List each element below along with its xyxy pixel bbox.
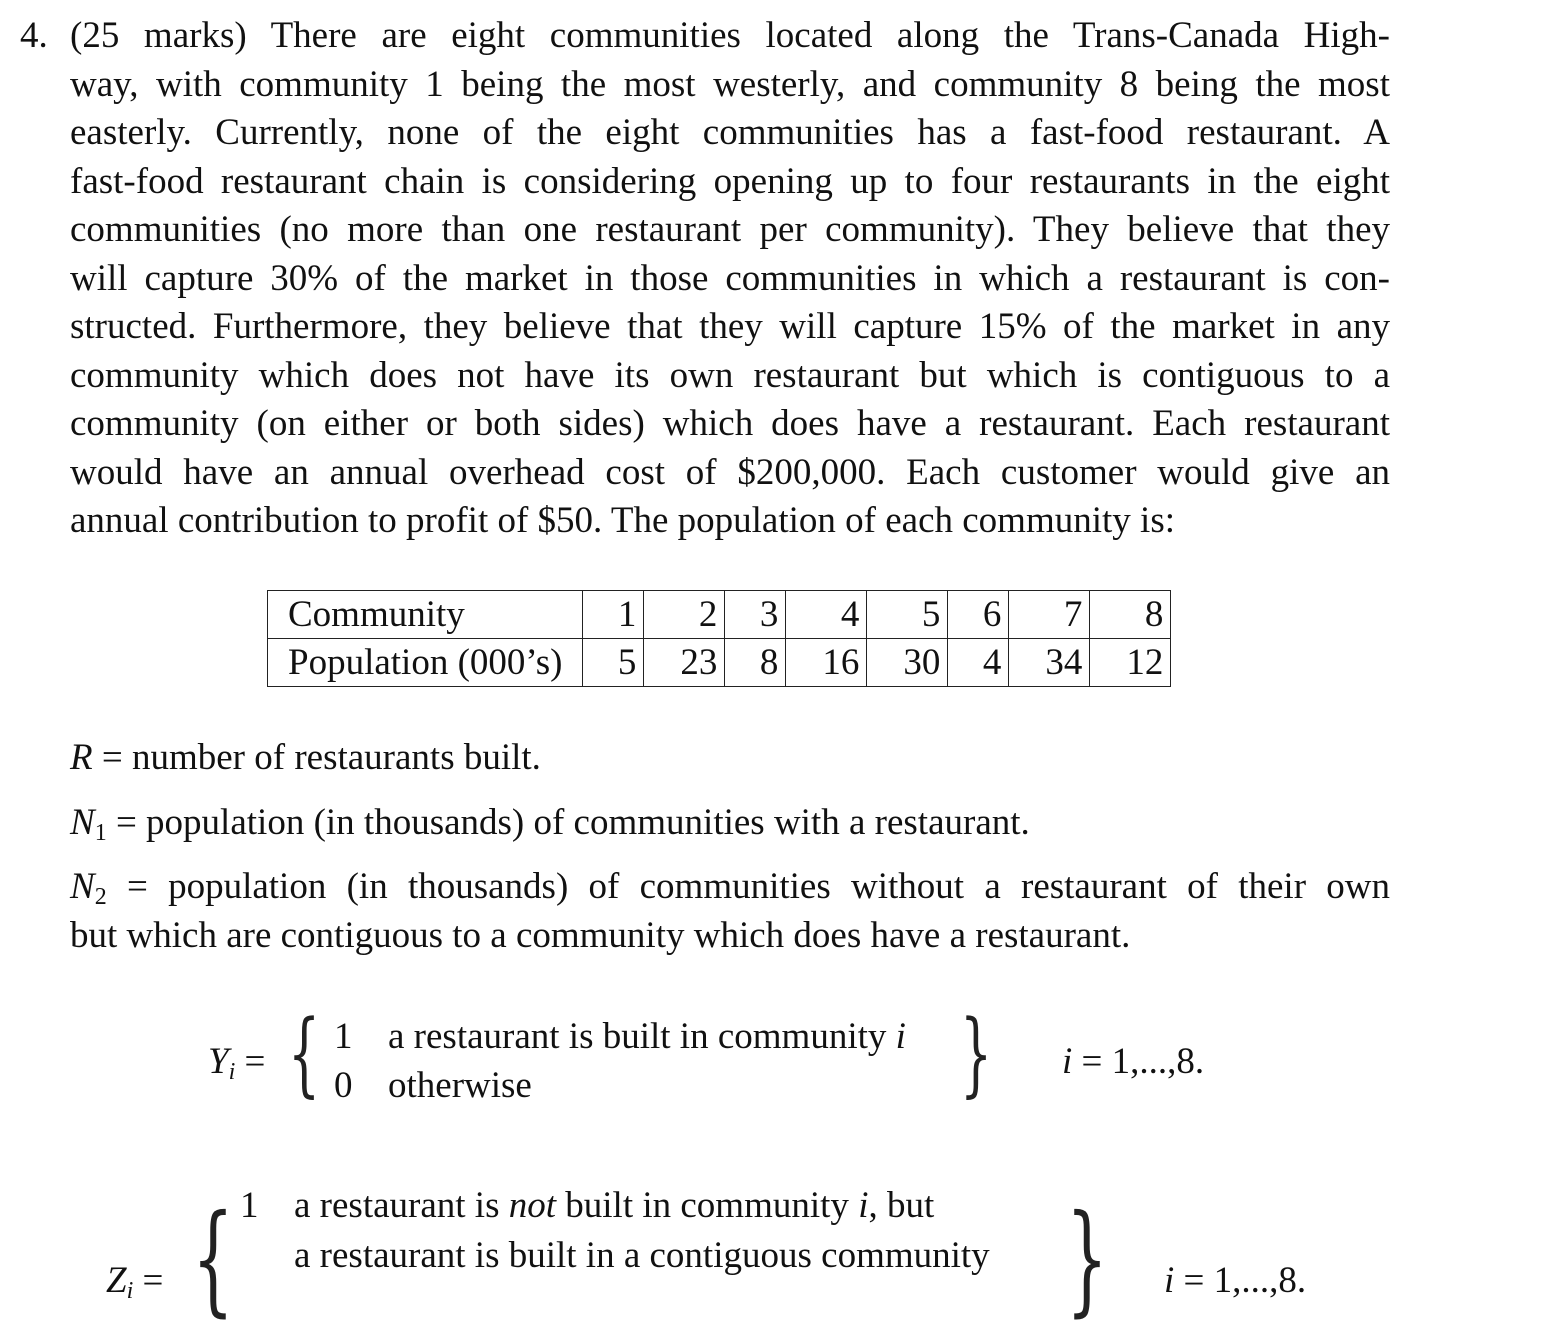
z-case1-text: a restaurant is not built in community i, but xyxy=(294,1185,935,1226)
population-cell: 23 xyxy=(644,639,725,687)
left-brace-icon: { xyxy=(288,1000,321,1107)
right-brace-icon: } xyxy=(960,1000,993,1107)
y-symbol: Y xyxy=(208,1041,229,1082)
n2-line-1 xyxy=(70,863,1390,912)
population-cell: 4 xyxy=(948,639,1009,687)
y-equals: = xyxy=(244,1041,266,1082)
population-cell: 16 xyxy=(786,639,867,687)
question-line: (25 marks) There are eight communities located along the Trans-Canada High- xyxy=(70,15,1390,56)
left-brace-icon: { xyxy=(192,1190,234,1329)
n1-subscript: 1 xyxy=(94,820,107,846)
n2-subscript: 2 xyxy=(94,884,107,910)
community-cell: 6 xyxy=(948,591,1009,639)
question-line: would have an annual overhead cost of $200,000. Each customer would give an xyxy=(70,451,1390,493)
z-range: i = 1,...,8. xyxy=(1164,1260,1307,1301)
n2-symbol: N xyxy=(70,866,95,907)
community-cell: 2 xyxy=(644,591,725,639)
n1-text: = population (in thousands) of communities with a restaurant. xyxy=(115,802,1030,843)
question-line: way, with community 1 being the most westerly, and community 8 being the most xyxy=(70,63,1390,105)
question-line: will capture 30% of the market in those communities in which a restaurant is con- xyxy=(70,257,1390,299)
y-case1-text: a restaurant is built in community i xyxy=(388,1016,906,1057)
z-subscript: i xyxy=(126,1278,134,1304)
question-number: 4. xyxy=(20,15,48,56)
row-label-community: Community xyxy=(268,591,583,639)
community-cell: 5 xyxy=(867,591,948,639)
y-case1-value: 1 xyxy=(334,1016,353,1057)
community-cell: 1 xyxy=(583,591,644,639)
population-cell: 12 xyxy=(1090,639,1171,687)
population-cell: 34 xyxy=(1009,639,1090,687)
community-cell: 3 xyxy=(725,591,786,639)
definition-n1 xyxy=(70,799,1030,848)
z-lhs xyxy=(106,1257,163,1306)
population-cell: 8 xyxy=(725,639,786,687)
community-cell: 8 xyxy=(1090,591,1171,639)
y-case2-text: otherwise xyxy=(388,1065,532,1106)
question-line: fast-food restaurant chain is considering opening up to four restaurants in the eight xyxy=(70,160,1390,202)
z-case1-value: 1 xyxy=(240,1185,259,1226)
population-cell: 30 xyxy=(867,639,948,687)
y-case2-value: 0 xyxy=(334,1065,353,1106)
question-line: easterly. Currently, none of the eight communities has a fast-food restaurant. A xyxy=(70,112,1390,153)
definition-r xyxy=(70,734,541,783)
z-equals: = xyxy=(142,1260,164,1301)
community-cell: 7 xyxy=(1009,591,1090,639)
question-line: annual contribution to profit of $50. The population of each community is: xyxy=(70,500,1175,541)
n1-symbol: N xyxy=(70,802,95,843)
y-lhs xyxy=(208,1038,265,1087)
question-line: community which does not have its own restaurant but which is contiguous to a xyxy=(70,354,1390,396)
n2-text-1: = population (in thousands) of communities without a restaurant of their own xyxy=(126,866,1390,907)
z-symbol: Z xyxy=(106,1260,127,1301)
r-symbol: R xyxy=(70,737,93,778)
population-cell: 5 xyxy=(583,639,644,687)
community-cell: 4 xyxy=(786,591,867,639)
table-row xyxy=(268,639,1171,687)
right-brace-icon: } xyxy=(1066,1190,1108,1329)
definition-n2 xyxy=(70,863,1390,960)
table-row xyxy=(268,591,1171,639)
y-subscript: i xyxy=(228,1059,236,1085)
row-label-population: Population (000’s) xyxy=(268,639,583,687)
r-text: = number of restaurants built. xyxy=(101,737,541,778)
n2-text-2: but which are contiguous to a community which does have a restaurant. xyxy=(70,914,1131,956)
question-line: structed. Furthermore, they believe that they will capture 15% of the market in any xyxy=(70,306,1390,347)
question-line: community (on either or both sides) which does have a restaurant. Each restaurant xyxy=(70,403,1390,444)
question-text xyxy=(70,12,1390,546)
y-range: i = 1,...,8. xyxy=(1062,1041,1205,1082)
question-line: communities (no more than one restaurant per community). They believe that they xyxy=(70,209,1390,250)
z-case1-text-line2: a restaurant is built in a contiguous community xyxy=(294,1235,990,1276)
population-table xyxy=(267,590,1171,687)
